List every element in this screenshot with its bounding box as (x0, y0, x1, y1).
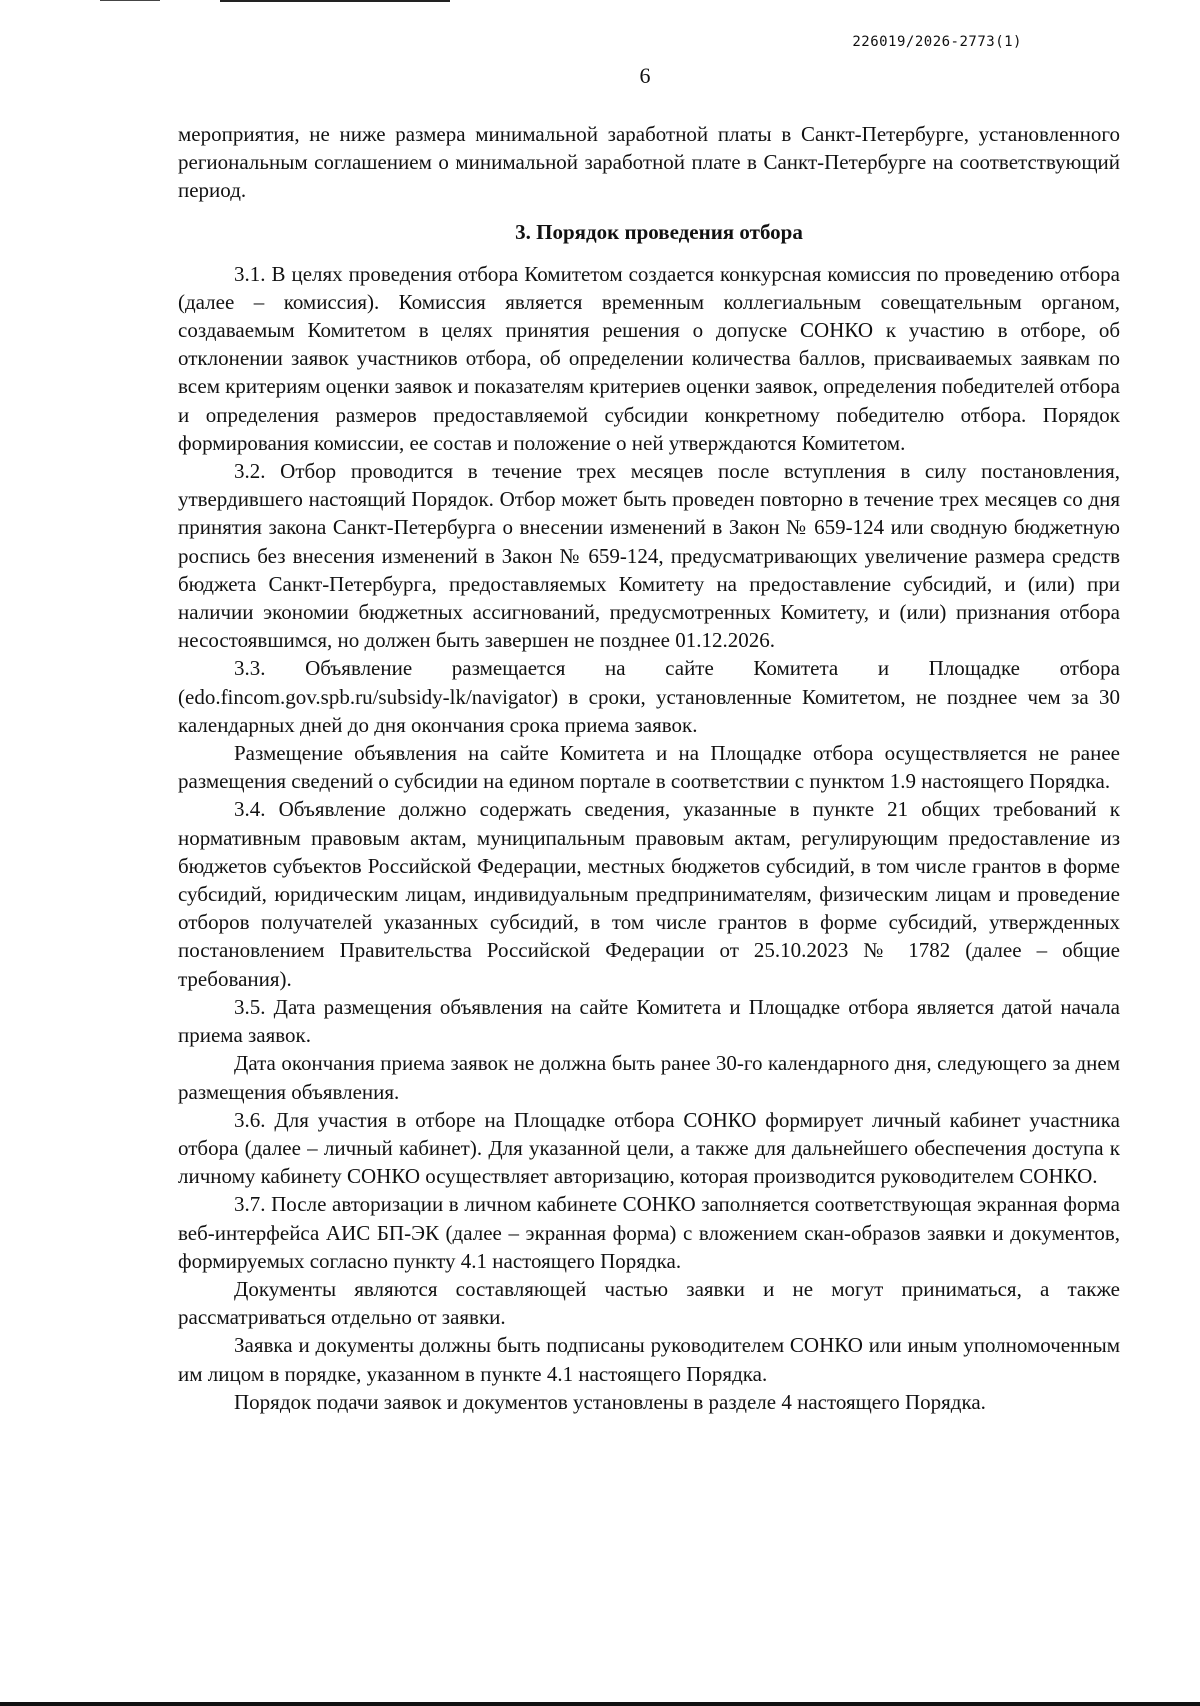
paragraph-3-7-procedure: Порядок подачи заявок и документов установлены в разделе 4 настоящего Порядка. (234, 1389, 986, 1414)
paragraph-3-3: 3.3. Объявление размещается на сайте Комитета и Площадке отбора (edo.fincom.gov.spb.ru/subsidy-lk/navigator) в сроки, установленные Комитетом, не позднее чем за 30 календарных дней до дня окончания срока приема заявок. (178, 656, 1120, 737)
paragraph-3-7-documents: Документы являются составляющей частью заявки и не могут приниматься, а также рассматриваться отдельно от заявки. (178, 1276, 1120, 1330)
scan-artifact-bottom-line (0, 1702, 1200, 1706)
paragraph-3-7-signature: Заявка и документы должны быть подписаны руководителем СОНКО или иным уполномоченным им лицом в порядке, указанном в пункте 4.1 настоящего Порядка. (178, 1333, 1120, 1386)
scan-artifact-top-left (100, 0, 160, 1)
paragraph-3-6: 3.6. Для участия в отборе на Площадке отбора СОНКО формирует личный кабинет участника отбора (далее – личный кабинет). Для указанной цели, а также для дальнейшего обеспечения доступа к личному кабинету СОНКО осуществляет авторизацию, которая производится руководителем СОНКО. (178, 1107, 1120, 1189)
document-registration-number: 226019/2026-2773(1) (852, 34, 1022, 50)
scan-artifact-top-line (220, 0, 450, 2)
paragraph-3-3-placement: Размещение объявления на сайте Комитета и на Площадке отбора осуществляется не ранее размещения сведений о субсидии на едином портале в соответствии с пунктом 1.9 настоящего Порядка. (178, 741, 1120, 794)
section-title: 3. Порядок проведения отбора (515, 219, 803, 244)
paragraph-3-4: 3.4. Объявление должно содержать сведения, указанные в пункте 21 общих требований к нормативным правовым актам, муниципальным правовым актам, регулирующим предоставление из бюджетов субъектов Российской Федерации, местных бюджетов субсидий, в том числе грантов в форме субсидий, юридическим лицам, индивидуальным предпринимателям, физическим лицам и проведение отборов получателей указанных субсидий, в том числе грантов в форме субсидий, утвержденных постановлением Правительства Российской Федерации от 25.10.2023 № 1782 (далее – общие требования). (178, 797, 1120, 991)
paragraph-3-5: 3.5. Дата размещения объявления на сайте Комитета и Площадке отбора является датой начала приема заявок. (178, 994, 1120, 1048)
paragraph-3-7: 3.7. После авторизации в личном кабинете СОНКО заполняется соответствующая экранная форма веб-интерфейса АИС БП-ЭК (далее – экранная форма) с вложением скан-образов заявки и документов, формируемых согласно пункту 4.1 настоящего Порядка. (178, 1192, 1120, 1273)
paragraph-3-5-deadline: Дата окончания приема заявок не должна быть ранее 30-го календарного дня, следующего за днем размещения объявления. (178, 1051, 1120, 1104)
paragraph-3-1: 3.1. В целях проведения отбора Комитетом создается конкурсная комиссия по проведению отбора (далее – комиссия). Комиссия является временным коллегиальным совещательным органом, создаваемым Комитетом в целях принятия решения о допуске СОНКО к участию в отборе, об отклонении заявок участников отбора, об определении количества баллов, присваиваемых заявкам по всем критериям оценки заявок и показателям критериев оценки заявок, определения победителей отбора и определения размеров предоставляемой субсидии конкретному победителю отбора. Порядок формирования комиссии, ее состав и положение о ней утверждаются Комитетом. (178, 261, 1120, 455)
paragraph-3-2: 3.2. Отбор проводится в течение трех месяцев после вступления в силу постановления, утвердившего настоящий Порядок. Отбор может быть проведен повторно в течение трех месяцев со дня принятия закона Санкт-Петербурга о внесении изменений в Закон № 659-124 или сводную бюджетную роспись без внесения изменений в Закон № 659-124, предусматривающих увеличение размера средств бюджета Санкт-Петербурга, предоставляемых Комитету на предоставление субсидий, и (или) при наличии экономии бюджетных ассигнований, предусмотренных Комитету, и (или) признания отбора несостоявшимся, но должен быть завершен не позднее 01.12.2026. (178, 459, 1120, 653)
document-body (178, 120, 1120, 1416)
page-number: 6 (639, 63, 651, 88)
intro-paragraph: мероприятия, не ниже размера минимальной заработной платы в Санкт-Петербурге, установленного региональным соглашением о минимальной заработной плате в Санкт-Петербурге на соответствующий период. (178, 122, 1120, 203)
